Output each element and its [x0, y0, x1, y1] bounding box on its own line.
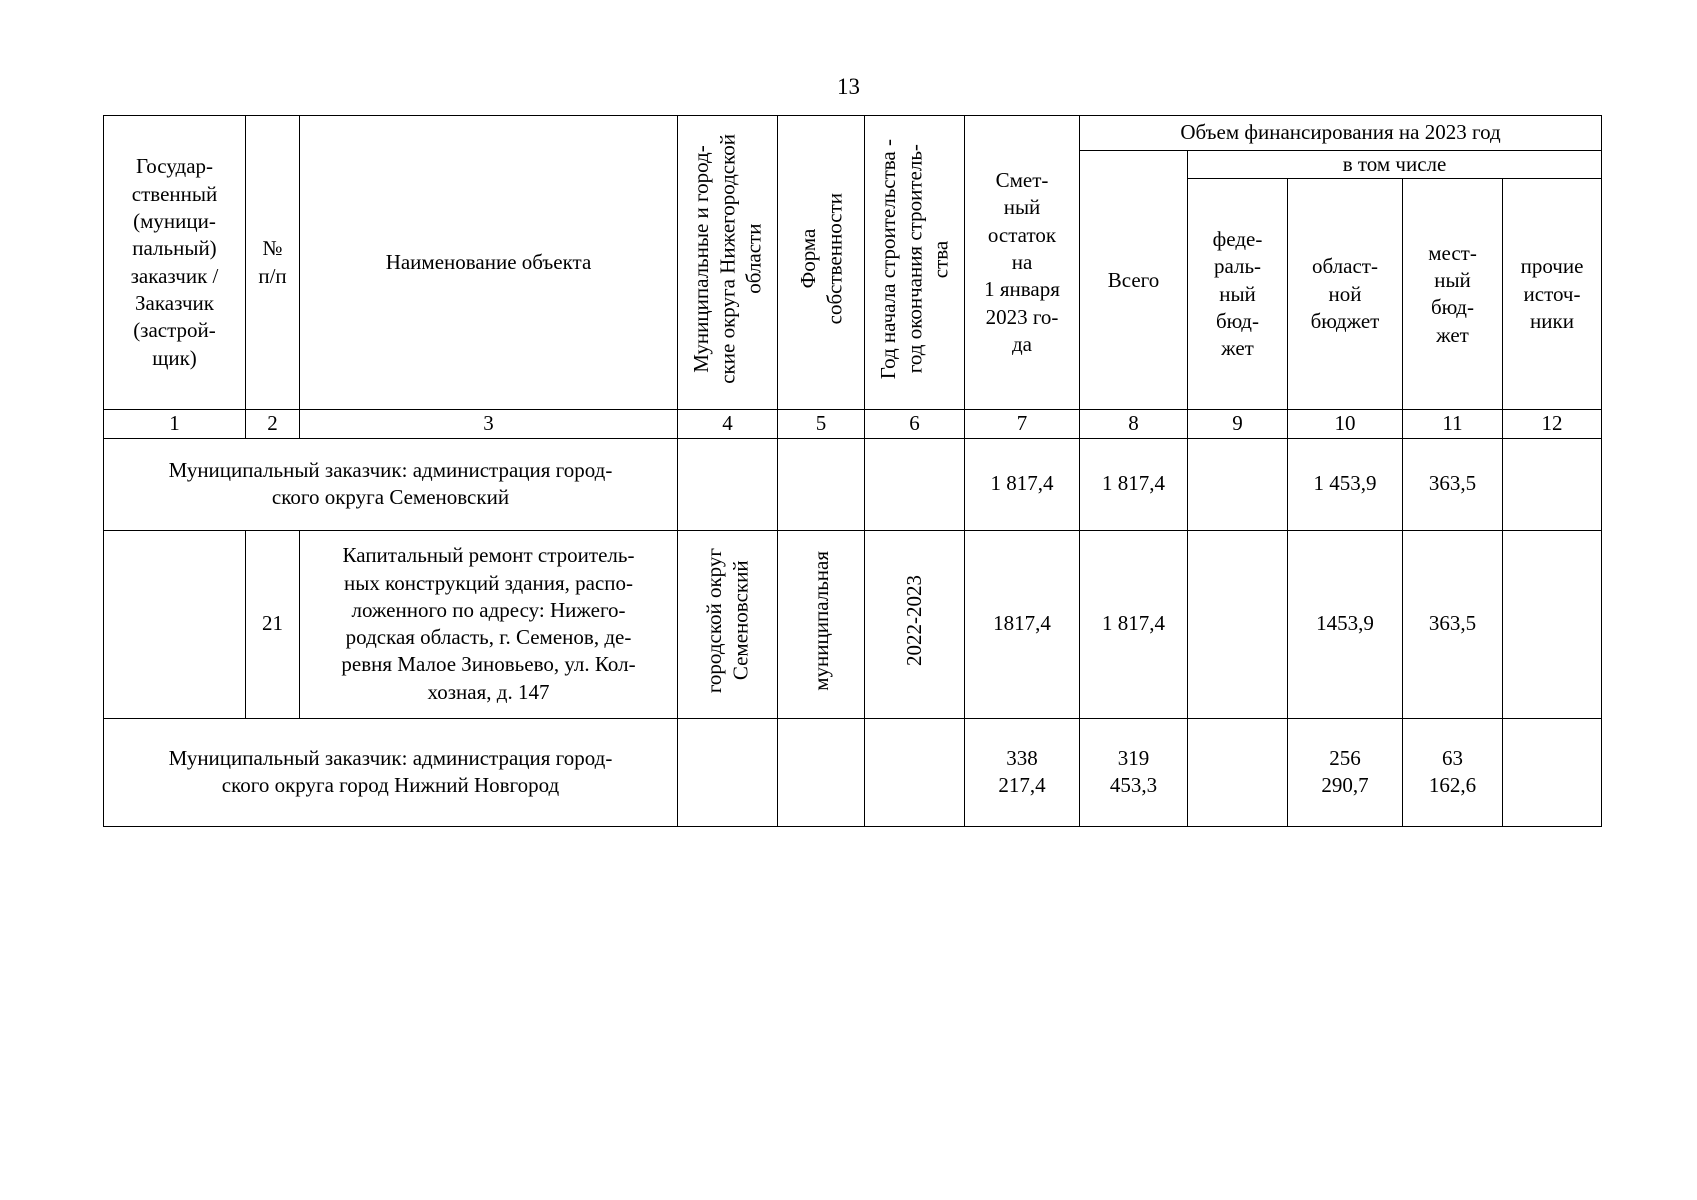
header-federal: феде- раль- ный бюд- жет	[1188, 179, 1288, 410]
cell-years: 2022-2023	[865, 530, 965, 718]
table-row	[104, 530, 1602, 718]
customer-label: Муниципальный заказчик: администрация город- ского округа город Нижний Новгород	[104, 718, 678, 826]
cell-districts	[678, 438, 778, 530]
cell-districts: городской округ Семеновский	[678, 530, 778, 718]
cell-federal	[1188, 530, 1288, 718]
cell-ownership: муниципальная	[778, 530, 865, 718]
page-number: 13	[837, 74, 860, 99]
column-number: 12	[1503, 410, 1602, 438]
cell-local: 63 162,6	[1403, 718, 1503, 826]
cell-local: 363,5	[1403, 530, 1503, 718]
table-row	[104, 718, 1602, 826]
cell-customer	[104, 530, 246, 718]
header-regional: област- ной бюджет	[1288, 179, 1403, 410]
cell-other	[1503, 530, 1602, 718]
header-ownership: Форма собственности	[778, 116, 865, 410]
cell-federal	[1188, 718, 1288, 826]
column-number: 8	[1080, 410, 1188, 438]
header-object-name: Наименование объекта	[300, 116, 678, 410]
customer-label: Муниципальный заказчик: администрация город- ского округа Семеновский	[104, 438, 678, 530]
header-funding: Объем финансирования на 2023 год	[1080, 116, 1602, 151]
cell-estimate: 1817,4	[965, 530, 1080, 718]
header-row	[104, 116, 1602, 151]
financing-table	[103, 115, 1602, 827]
column-number: 4	[678, 410, 778, 438]
cell-estimate: 338 217,4	[965, 718, 1080, 826]
cell-regional: 256 290,7	[1288, 718, 1403, 826]
header-other: прочие источ- ники	[1503, 179, 1602, 410]
cell-regional: 1 453,9	[1288, 438, 1403, 530]
cell-ownership	[778, 438, 865, 530]
column-number: 9	[1188, 410, 1288, 438]
column-number: 1	[104, 410, 246, 438]
cell-districts	[678, 718, 778, 826]
column-number: 10	[1288, 410, 1403, 438]
cell-ownership	[778, 718, 865, 826]
column-number: 6	[865, 410, 965, 438]
cell-other	[1503, 718, 1602, 826]
cell-number: 21	[246, 530, 300, 718]
column-number: 11	[1403, 410, 1503, 438]
header-number: № п/п	[246, 116, 300, 410]
cell-regional: 1453,9	[1288, 530, 1403, 718]
column-number: 5	[778, 410, 865, 438]
cell-federal	[1188, 438, 1288, 530]
column-number: 3	[300, 410, 678, 438]
header-districts: Муниципальные и город- ские округа Нижегородской области	[678, 116, 778, 410]
cell-total: 319 453,3	[1080, 718, 1188, 826]
header-local: мест- ный бюд- жет	[1403, 179, 1503, 410]
cell-years	[865, 438, 965, 530]
column-number: 2	[246, 410, 300, 438]
cell-object-name: Капитальный ремонт строитель- ных конструкций здания, распо- ложенного по адресу: Нижего- родская область, г. Семенов, де- ревня Малое Зиновьево, ул. Кол- хозная, д. 147	[300, 530, 678, 718]
header-including: в том числе	[1188, 151, 1602, 179]
header-estimate: Смет- ный остаток на 1 января 2023 го- да	[965, 116, 1080, 410]
table-row	[104, 438, 1602, 530]
header-total: Всего	[1080, 151, 1188, 410]
cell-total: 1 817,4	[1080, 530, 1188, 718]
cell-estimate: 1 817,4	[965, 438, 1080, 530]
column-number: 7	[965, 410, 1080, 438]
header-customer: Государ- ственный (муници- пальный) заказчик / Заказчик (застрой- щик)	[104, 116, 246, 410]
header-years: Год начала строительства - год окончания строитель- ства	[865, 116, 965, 410]
column-numbers-row	[104, 410, 1602, 438]
cell-years	[865, 718, 965, 826]
cell-local: 363,5	[1403, 438, 1503, 530]
cell-total: 1 817,4	[1080, 438, 1188, 530]
cell-other	[1503, 438, 1602, 530]
